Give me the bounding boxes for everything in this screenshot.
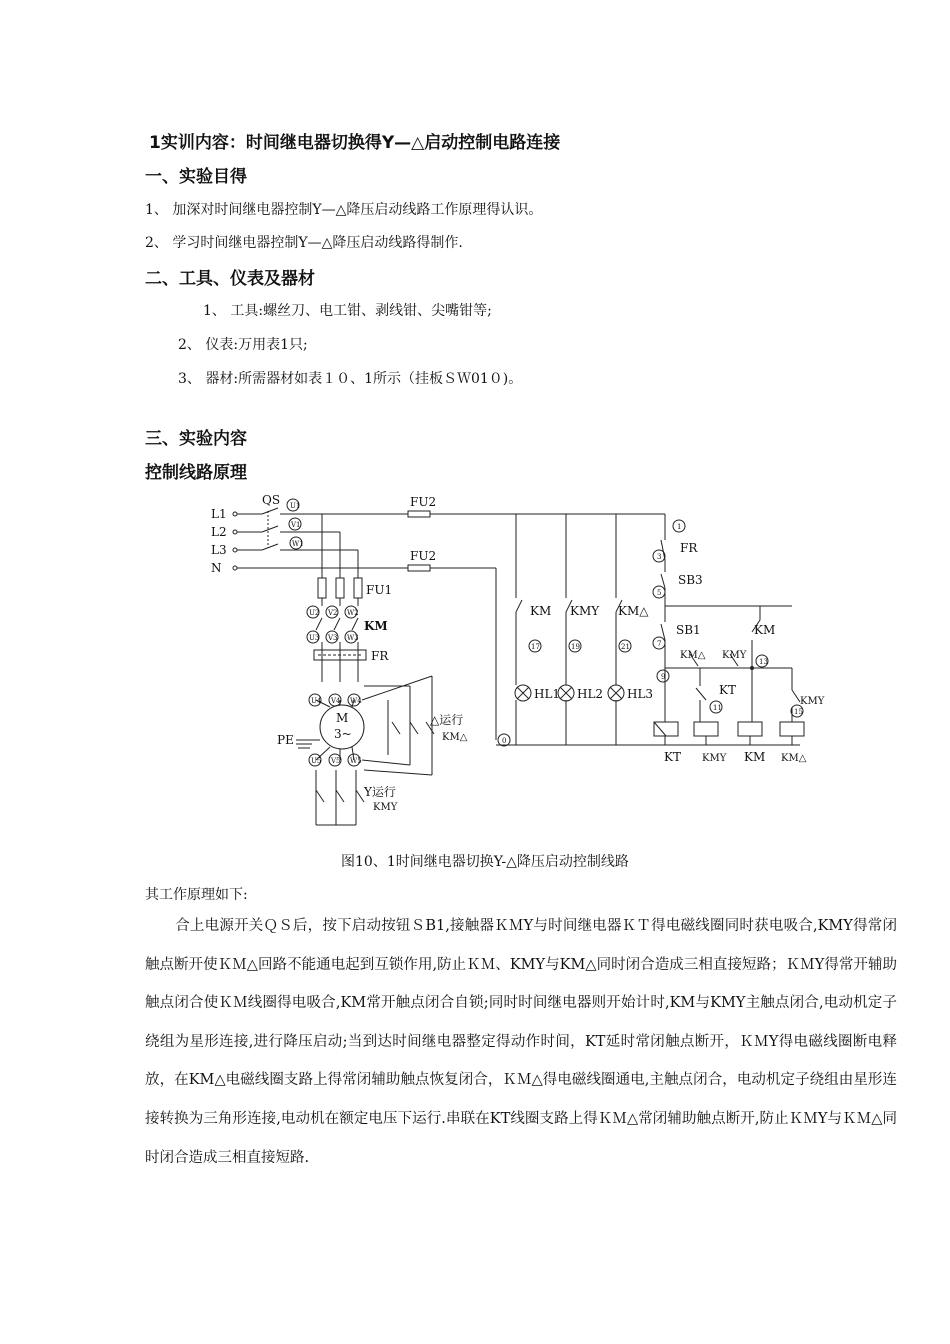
- node-0-label: 0: [502, 737, 507, 745]
- kt-contact-label: KT: [719, 683, 736, 697]
- node-label: U3: [309, 634, 320, 642]
- intro-text: 其工作原理如下:: [145, 887, 248, 903]
- node-label: 9: [661, 673, 666, 681]
- node-label: 3: [657, 553, 662, 561]
- coil-label: KM△: [781, 753, 807, 764]
- qs-label: QS: [262, 493, 281, 507]
- km-delta-nc-label: KM△: [680, 650, 706, 661]
- node-label: 15: [794, 708, 803, 716]
- sb3-label: SB3: [678, 573, 703, 587]
- node-label: U5: [311, 757, 322, 765]
- page-title: 1实训内容：时间继电器切换得Y—△启动控制电路连接: [149, 133, 561, 153]
- section-heading-tools: 二、工具、仪表及器材: [145, 269, 315, 289]
- node-label: 11: [713, 704, 722, 712]
- node-label: U1: [290, 502, 301, 510]
- lamp-contact-label: KM△: [618, 604, 649, 618]
- node-label: 5: [657, 589, 662, 597]
- coil-label: KM: [744, 750, 766, 764]
- node-label: W3: [347, 634, 359, 642]
- delta-run-label: △运行: [430, 713, 464, 727]
- lamp-contact-label: KMY: [570, 604, 600, 618]
- node-label: W2: [347, 609, 359, 617]
- body-paragraph: [145, 907, 897, 1177]
- fu2-mid-label: FU2: [410, 549, 437, 563]
- node-label: 21: [621, 643, 630, 651]
- line-label: L1: [211, 507, 227, 521]
- lamp-label: HL3: [627, 687, 654, 701]
- node-label: V5: [331, 757, 341, 765]
- sb1-label: SB1: [676, 623, 701, 637]
- node-label: 1: [677, 523, 682, 531]
- node-label: 7: [657, 640, 662, 648]
- pe-label: PE: [277, 733, 294, 747]
- motor-m-label: M: [336, 711, 349, 725]
- km-y-label: KMY: [373, 802, 398, 813]
- y-run-label: Y运行: [364, 785, 396, 799]
- node-label: 13: [759, 658, 768, 666]
- coil-label: KT: [664, 750, 681, 764]
- node-label: V1: [291, 521, 301, 529]
- km-main-label: KM: [364, 619, 388, 633]
- node-label: W1: [292, 540, 304, 548]
- section-heading-content: 三、实验内容: [145, 429, 247, 449]
- ctrl-fr-label: FR: [680, 541, 698, 555]
- fu2-top-label: FU2: [410, 495, 437, 509]
- coil-label: KMY: [702, 753, 727, 764]
- objective-item: 1、 加深对时间继电器控制Y—△降压启动线路工作原理得认识。: [145, 202, 543, 218]
- node-label: 17: [531, 643, 540, 651]
- node-label: V2: [328, 609, 338, 617]
- tool-item: 3、 器材:所需器材如表１０、1所示（挂板ＳＷ01０)。: [178, 371, 523, 387]
- line-label: N: [211, 561, 222, 575]
- node-label: 19: [571, 643, 580, 651]
- node-label: W4: [350, 697, 362, 705]
- node-label: V4: [331, 697, 341, 705]
- circuit-diagram: [200, 488, 825, 833]
- node-label: U2: [309, 609, 320, 617]
- figure-caption: 图10、1时间继电器切换Y-△降压启动控制线路: [341, 854, 629, 870]
- paragraph-text: 合上电源开关ＱＳ后，按下启动按钮ＳB1,接触器ＫＭY与时间继电器ＫＴ得电磁线圈同时获电吸合,KMY得常闭触点断开使ＫＭ△回路不能通电起到互锁作用,防止ＫＭ、KMY与KM△同时闭合造成三相直接短路；ＫＭY得常开辅助触点闭合使ＫＭ线圈得电吸合,KM常开触点闭合自锁;同时时间继电器则开始计时,KM与KMY主触点闭合,电动机定子绕组为星形连接,进行降压启动;当到达时间继电器整定得动作时间，KT延时常闭触点断开，ＫＭY得电磁线圈断电释放，在KM△电磁线圈支路上得常闭辅助触点恢复闭合，ＫＭ△得电磁线圈通电,主触点闭合，电动机定子绕组由星形连接转换为三角形连接,电动机在额定电压下运行.串联在KT线圈支路上得ＫＭ△常闭辅助触点断开,防止ＫＭY与ＫＭ△同时闭合造成三相直接短路.: [145, 918, 897, 1166]
- fu1-label: FU1: [366, 583, 393, 597]
- line-label: L2: [211, 525, 227, 539]
- tool-item: 1、 工具:螺丝刀、电工钳、剥线钳、尖嘴钳等;: [203, 303, 492, 319]
- lamp-label: HL2: [577, 687, 604, 701]
- km-delta-label: KM△: [442, 732, 468, 743]
- km-hold-label: KM: [754, 623, 776, 637]
- node-label: W5: [350, 757, 362, 765]
- lamp-contact-label: KM: [530, 604, 552, 618]
- objective-item: 2、 学习时间继电器控制Y—△降压启动线路得制作.: [145, 235, 463, 251]
- subheading-control-principle: 控制线路原理: [145, 463, 247, 483]
- motor-3-label: 3~: [334, 727, 352, 741]
- line-label: L3: [211, 543, 227, 557]
- tool-item: 2、 仪表:万用表1只;: [178, 337, 308, 353]
- lamp-label: HL1: [534, 687, 561, 701]
- km-y-nc-label: KMY: [800, 696, 825, 707]
- section-heading-objectives: 一、实验目得: [145, 167, 247, 187]
- fr-label: FR: [371, 649, 389, 663]
- node-label: U4: [311, 697, 322, 705]
- node-label: V3: [328, 634, 338, 642]
- km-y-no-label: KMY: [722, 650, 747, 661]
